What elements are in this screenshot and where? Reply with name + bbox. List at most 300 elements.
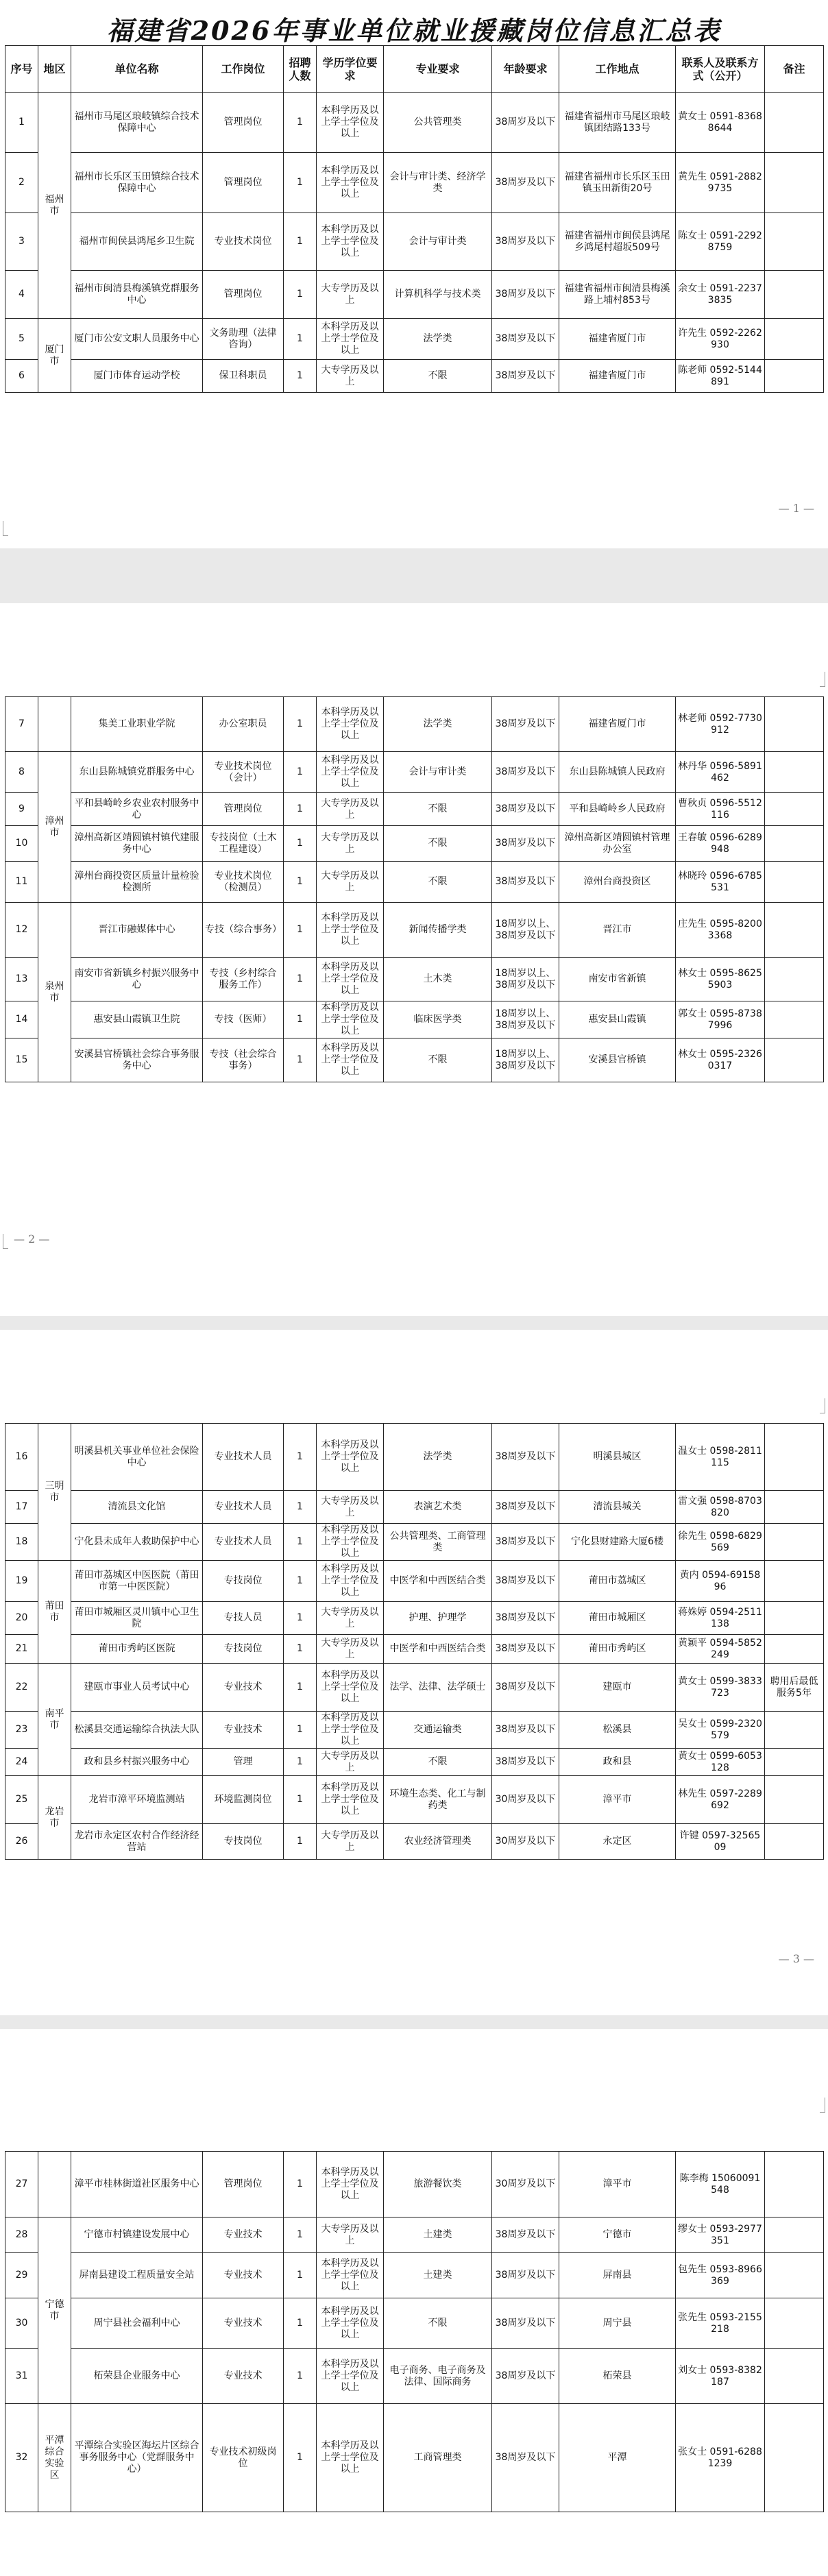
row-number: 13 [5,958,38,1001]
major-requirement: 不限 [384,826,492,862]
row-number: 10 [5,826,38,862]
work-location: 安溪县官桥镇 [559,1038,676,1082]
job-post: 专技岗位（土木工程建设） [203,826,284,862]
unit-name: 福州市马尾区琅岐镇综合技术保障中心 [71,93,203,153]
work-location: 福建省福州市长乐区玉田镇玉田新街20号 [559,153,676,213]
table-row [5,2404,824,2512]
contact-info: 陈李梅 15060091548 [676,2152,765,2217]
region-cell: 南平市 [38,1664,71,1776]
contact-info: 林女士 0595-86255903 [676,958,765,1001]
job-post: 专技（乡村综合服务工作） [203,958,284,1001]
remarks [765,1038,824,1082]
contact-info: 曹秋贞 0596-5512116 [676,793,765,826]
remarks [765,1001,824,1038]
work-location: 福建省厦门市 [559,319,676,360]
work-location: 平潭 [559,2404,676,2512]
table-row [5,793,824,826]
job-post: 专业技术初级岗位 [203,2404,284,2512]
table-row [5,271,824,319]
column-header: 专业要求 [384,46,492,93]
job-post: 专技岗位 [203,1824,284,1860]
education-requirement: 大专学历及以上 [317,271,384,319]
unit-name: 龙岩市永定区农村合作经济经营站 [71,1824,203,1860]
education-requirement: 大专学历及以上 [317,1749,384,1776]
hire-count: 1 [284,1602,317,1635]
unit-name: 明溪县机关事业单位社会保险中心 [71,1424,203,1491]
hire-count: 1 [284,1491,317,1524]
education-requirement: 大专学历及以上 [317,1491,384,1524]
education-requirement: 本科学历及以上学士学位及以上 [317,1561,384,1602]
table-row [5,1749,824,1776]
hire-count: 1 [284,271,317,319]
contact-info: 刘女士 0593-8382187 [676,2349,765,2404]
page-corner-marker [820,672,825,687]
remarks [765,213,824,271]
job-post: 管理 [203,1749,284,1776]
education-requirement: 本科学历及以上学士学位及以上 [317,213,384,271]
major-requirement: 临床医学类 [384,1001,492,1038]
age-requirement: 38周岁及以下 [492,1561,559,1602]
hire-count: 1 [284,360,317,393]
table-row [5,1664,824,1712]
major-requirement: 公共管理类、工商管理类 [384,1524,492,1561]
work-location: 漳平市 [559,2152,676,2217]
work-location: 晋江市 [559,903,676,958]
major-requirement: 公共管理类 [384,93,492,153]
contact-info: 黄先生 0591-28829735 [676,153,765,213]
job-post: 专业技术岗位（检测员） [203,862,284,903]
page-1 [0,0,828,548]
remarks [765,862,824,903]
major-requirement: 中医学和中西医结合类 [384,1635,492,1664]
education-requirement: 大专学历及以上 [317,826,384,862]
age-requirement: 38周岁及以下 [492,213,559,271]
work-location: 福建省厦门市 [559,360,676,393]
table-row [5,1776,824,1824]
unit-name: 建瓯市事业人员考试中心 [71,1664,203,1712]
unit-name: 松溪县交通运输综合执法大队 [71,1712,203,1749]
column-header: 年龄要求 [492,46,559,93]
unit-name: 福州市长乐区玉田镇综合技术保障中心 [71,153,203,213]
unit-name: 清流县文化馆 [71,1491,203,1524]
hire-count: 1 [284,2253,317,2298]
education-requirement: 本科学历及以上学士学位及以上 [317,752,384,793]
contact-info: 林老师 0592-7730912 [676,697,765,752]
major-requirement: 不限 [384,1038,492,1082]
contact-info: 王春敏 0596-6289948 [676,826,765,862]
hire-count: 1 [284,93,317,153]
page-number: — 2 — [14,1232,49,1246]
education-requirement: 本科学历及以上学士学位及以上 [317,1664,384,1712]
hire-count: 1 [284,319,317,360]
education-requirement: 本科学历及以上学士学位及以上 [317,153,384,213]
remarks [765,360,824,393]
hire-count: 1 [284,1664,317,1712]
education-requirement: 大专学历及以上 [317,1824,384,1860]
unit-name: 安溪县官桥镇社会综合事务服务中心 [71,1038,203,1082]
table-row [5,1491,824,1524]
hire-count: 1 [284,862,317,903]
age-requirement: 38周岁及以下 [492,1749,559,1776]
contact-info: 林丹华 0596-5891462 [676,752,765,793]
contact-info: 黄女士 0591-83688644 [676,93,765,153]
age-requirement: 38周岁及以下 [492,153,559,213]
page-corner-marker [3,1234,8,1249]
unit-name: 集美工业职业学院 [71,697,203,752]
contact-info: 雷文强 0598-8703820 [676,1491,765,1524]
work-location: 惠安县山霞镇 [559,1001,676,1038]
unit-name: 厦门市体育运动学校 [71,360,203,393]
education-requirement: 本科学历及以上学士学位及以上 [317,1712,384,1749]
unit-name: 屏南县建设工程质量安全站 [71,2253,203,2298]
unit-name: 南安市省新镇乡村振兴服务中心 [71,958,203,1001]
column-header: 工作地点 [559,46,676,93]
hire-count: 1 [284,1424,317,1491]
page-number: — 1 — [779,502,814,515]
major-requirement: 法学类 [384,1424,492,1491]
work-location: 福建省福州市闽侯县鸿尾乡鸿尾村超坂509号 [559,213,676,271]
row-number: 24 [5,1749,38,1776]
contact-info: 郭女士 0595-87387996 [676,1001,765,1038]
education-requirement: 本科学历及以上学士学位及以上 [317,903,384,958]
work-location: 周宁县 [559,2298,676,2349]
education-requirement: 本科学历及以上学士学位及以上 [317,2253,384,2298]
table-row [5,360,824,393]
job-post: 专业技术岗位 [203,213,284,271]
age-requirement: 38周岁及以下 [492,862,559,903]
remarks [765,826,824,862]
remarks [765,2298,824,2349]
unit-name: 福州市闽侯县鸿尾乡卫生院 [71,213,203,271]
region-cell: 福州市 [38,93,71,319]
age-requirement: 38周岁及以下 [492,93,559,153]
region-cell [38,2152,71,2217]
unit-name: 晋江市融媒体中心 [71,903,203,958]
remarks [765,93,824,153]
table-row [5,93,824,153]
work-location: 南安市省新镇 [559,958,676,1001]
contact-info: 张女士 0591-62881239 [676,2404,765,2512]
major-requirement: 不限 [384,2298,492,2349]
major-requirement: 新闻传播学类 [384,903,492,958]
region-cell: 三明市 [38,1424,71,1561]
row-number: 31 [5,2349,38,2404]
education-requirement: 本科学历及以上学士学位及以上 [317,1001,384,1038]
contact-info: 黄颖平 0594-5852249 [676,1635,765,1664]
hire-count: 1 [284,1824,317,1860]
contact-info: 温女士 0598-2811115 [676,1424,765,1491]
education-requirement: 本科学历及以上学士学位及以上 [317,2152,384,2217]
table-row [5,1635,824,1664]
job-post: 文务助理（法律咨询） [203,319,284,360]
job-post: 专业技术 [203,2217,284,2253]
major-requirement: 会计与审计类、经济学类 [384,153,492,213]
table-row [5,2298,824,2349]
work-location: 漳州高新区靖圆镇村管理办公室 [559,826,676,862]
remarks [765,1491,824,1524]
remarks [765,2217,824,2253]
major-requirement: 工商管理类 [384,2404,492,2512]
table-row [5,1561,824,1602]
remarks [765,1635,824,1664]
work-location: 柘荣县 [559,2349,676,2404]
remarks [765,958,824,1001]
contact-info: 陈老师 0592-5144891 [676,360,765,393]
age-requirement: 38周岁及以下 [492,2298,559,2349]
table-row [5,1424,824,1491]
job-table-page-2 [5,696,824,1082]
job-table-page-4 [5,2151,824,2512]
major-requirement: 土木类 [384,958,492,1001]
hire-count: 1 [284,793,317,826]
row-number: 11 [5,862,38,903]
job-post: 专技人员 [203,1602,284,1635]
work-location: 漳州台商投资区 [559,862,676,903]
job-post: 管理岗位 [203,2152,284,2217]
work-location: 明溪县城区 [559,1424,676,1491]
age-requirement: 38周岁及以下 [492,1664,559,1712]
hire-count: 1 [284,213,317,271]
table-row [5,958,824,1001]
job-post: 办公室职员 [203,697,284,752]
job-post: 管理岗位 [203,153,284,213]
job-post: 管理岗位 [203,793,284,826]
work-location: 东山县陈城镇人民政府 [559,752,676,793]
region-cell: 莆田市 [38,1561,71,1664]
education-requirement: 本科学历及以上学士学位及以上 [317,1038,384,1082]
page-corner-marker [820,1398,825,1413]
row-number: 21 [5,1635,38,1664]
unit-name: 宁德市村镇建设发展中心 [71,2217,203,2253]
contact-info: 许键 0597-3256509 [676,1824,765,1860]
major-requirement: 中医学和中西医结合类 [384,1561,492,1602]
hire-count: 1 [284,697,317,752]
row-number: 16 [5,1424,38,1491]
row-number: 4 [5,271,38,319]
region-cell: 平潭综合实验区 [38,2404,71,2512]
unit-name: 宁化县未成年人救助保护中心 [71,1524,203,1561]
age-requirement: 30周岁及以下 [492,2152,559,2217]
education-requirement: 本科学历及以上学士学位及以上 [317,697,384,752]
region-cell: 龙岩市 [38,1776,71,1860]
age-requirement: 38周岁及以下 [492,1524,559,1561]
job-post: 专业技术人员 [203,1424,284,1491]
age-requirement: 38周岁及以下 [492,697,559,752]
contact-info: 缪女士 0593-2977351 [676,2217,765,2253]
row-number: 25 [5,1776,38,1824]
table-row [5,2217,824,2253]
major-requirement: 土建类 [384,2217,492,2253]
unit-name: 政和县乡村振兴服务中心 [71,1749,203,1776]
age-requirement: 18周岁以上、38周岁及以下 [492,903,559,958]
hire-count: 1 [284,1635,317,1664]
age-requirement: 38周岁及以下 [492,826,559,862]
work-location: 宁德市 [559,2217,676,2253]
row-number: 15 [5,1038,38,1082]
row-number: 18 [5,1524,38,1561]
column-header: 招聘人数 [284,46,317,93]
age-requirement: 38周岁及以下 [492,793,559,826]
major-requirement: 土建类 [384,2253,492,2298]
row-number: 20 [5,1602,38,1635]
major-requirement: 会计与审计类 [384,752,492,793]
work-location: 建瓯市 [559,1664,676,1712]
row-number: 12 [5,903,38,958]
hire-count: 1 [284,1776,317,1824]
region-cell: 泉州市 [38,903,71,1082]
contact-info: 许先生 0592-2262930 [676,319,765,360]
contact-info: 黄女士 0599-3833723 [676,1664,765,1712]
document-title: 福建省2026年事业单位就业援藏岗位信息汇总表 [106,15,722,46]
work-location: 松溪县 [559,1712,676,1749]
unit-name: 漳平市桂林街道社区服务中心 [71,2152,203,2217]
table-row [5,2253,824,2298]
remarks [765,1712,824,1749]
hire-count: 1 [284,1001,317,1038]
work-location: 福建省福州市闽清县梅溪路上埔村853号 [559,271,676,319]
education-requirement: 大专学历及以上 [317,862,384,903]
row-number: 27 [5,2152,38,2217]
hire-count: 1 [284,2349,317,2404]
row-number: 9 [5,793,38,826]
work-location: 福建省福州市马尾区琅岐镇团结路133号 [559,93,676,153]
work-location: 漳平市 [559,1776,676,1824]
age-requirement: 38周岁及以下 [492,752,559,793]
education-requirement: 本科学历及以上学士学位及以上 [317,1524,384,1561]
hire-count: 1 [284,958,317,1001]
age-requirement: 38周岁及以下 [492,360,559,393]
row-number: 8 [5,752,38,793]
job-post: 专业技术 [203,1664,284,1712]
hire-count: 1 [284,826,317,862]
contact-info: 陈女士 0591-22928759 [676,213,765,271]
region-cell [38,697,71,752]
education-requirement: 本科学历及以上学士学位及以上 [317,1776,384,1824]
hire-count: 1 [284,1561,317,1602]
unit-name: 平潭综合实验区海坛片区综合事务服务中心（党群服务中心） [71,2404,203,2512]
major-requirement: 法学、法律、法学硕士 [384,1664,492,1712]
remarks [765,2253,824,2298]
job-table-page-3 [5,1423,824,1860]
page-number: — 3 — [779,1952,814,1965]
job-post: 专技（医师） [203,1001,284,1038]
age-requirement: 38周岁及以下 [492,319,559,360]
column-header: 学历学位要求 [317,46,384,93]
major-requirement: 不限 [384,360,492,393]
hire-count: 1 [284,2217,317,2253]
hire-count: 1 [284,1524,317,1561]
table-row [5,1038,824,1082]
table-row [5,697,824,752]
row-number: 32 [5,2404,38,2512]
hire-count: 1 [284,2152,317,2217]
row-number: 17 [5,1491,38,1524]
table-row [5,1824,824,1860]
row-number: 19 [5,1561,38,1602]
job-post: 保卫科职员 [203,360,284,393]
job-post: 专技岗位 [203,1635,284,1664]
page-4 [0,2029,828,2576]
hire-count: 1 [284,1712,317,1749]
age-requirement: 38周岁及以下 [492,2217,559,2253]
unit-name: 漳州高新区靖圆镇村镇代建服务中心 [71,826,203,862]
job-post: 专技岗位 [203,1561,284,1602]
region-cell: 宁德市 [38,2217,71,2404]
remarks [765,1824,824,1860]
table-row [5,1001,824,1038]
remarks [765,752,824,793]
unit-name: 东山县陈城镇党群服务中心 [71,752,203,793]
remarks [765,1602,824,1635]
age-requirement: 38周岁及以下 [492,2253,559,2298]
major-requirement: 不限 [384,1749,492,1776]
contact-info: 包先生 0593-8966369 [676,2253,765,2298]
major-requirement: 计算机科学与技术类 [384,271,492,319]
major-requirement: 表演艺术类 [384,1491,492,1524]
unit-name: 平和县崎岭乡农业农村服务中心 [71,793,203,826]
job-post: 专业技术 [203,1712,284,1749]
unit-name: 漳州台商投资区质量计量检验检测所 [71,862,203,903]
hire-count: 1 [284,1749,317,1776]
education-requirement: 大专学历及以上 [317,360,384,393]
work-location: 莆田市秀屿区 [559,1635,676,1664]
row-number: 23 [5,1712,38,1749]
row-number: 22 [5,1664,38,1712]
job-post: 专技（综合事务） [203,903,284,958]
contact-info: 吴女士 0599-2320579 [676,1712,765,1749]
hire-count: 1 [284,2298,317,2349]
age-requirement: 38周岁及以下 [492,1635,559,1664]
unit-name: 周宁县社会福利中心 [71,2298,203,2349]
row-number: 5 [5,319,38,360]
major-requirement: 不限 [384,793,492,826]
contact-info: 徐先生 0598-6829569 [676,1524,765,1561]
contact-info: 张先生 0593-2155218 [676,2298,765,2349]
unit-name: 龙岩市漳平环境监测站 [71,1776,203,1824]
work-location: 屏南县 [559,2253,676,2298]
remarks [765,1424,824,1491]
table-row [5,903,824,958]
education-requirement: 本科学历及以上学士学位及以上 [317,319,384,360]
work-location: 清流县城关 [559,1491,676,1524]
table-row [5,1712,824,1749]
column-header: 备注 [765,46,824,93]
contact-info: 蒋姝婷 0594-2511138 [676,1602,765,1635]
table-row [5,319,824,360]
major-requirement: 法学类 [384,697,492,752]
age-requirement: 30周岁及以下 [492,1824,559,1860]
remarks [765,1749,824,1776]
remarks [765,1524,824,1561]
unit-name: 莆田市城厢区灵川镇中心卫生院 [71,1602,203,1635]
hire-count: 1 [284,903,317,958]
column-header: 工作岗位 [203,46,284,93]
column-header: 单位名称 [71,46,203,93]
page-3 [0,1330,828,2015]
major-requirement: 旅游餐饮类 [384,2152,492,2217]
remarks [765,271,824,319]
contact-info: 余女士 0591-22373835 [676,271,765,319]
work-location: 福建省厦门市 [559,697,676,752]
row-number: 14 [5,1001,38,1038]
major-requirement: 法学类 [384,319,492,360]
education-requirement: 大专学历及以上 [317,1635,384,1664]
table-row [5,2349,824,2404]
hire-count: 1 [284,1038,317,1082]
unit-name: 莆田市荔城区中医医院（莆田市第一中医医院） [71,1561,203,1602]
column-header: 地区 [38,46,71,93]
job-post: 专业技术岗位（会计） [203,752,284,793]
